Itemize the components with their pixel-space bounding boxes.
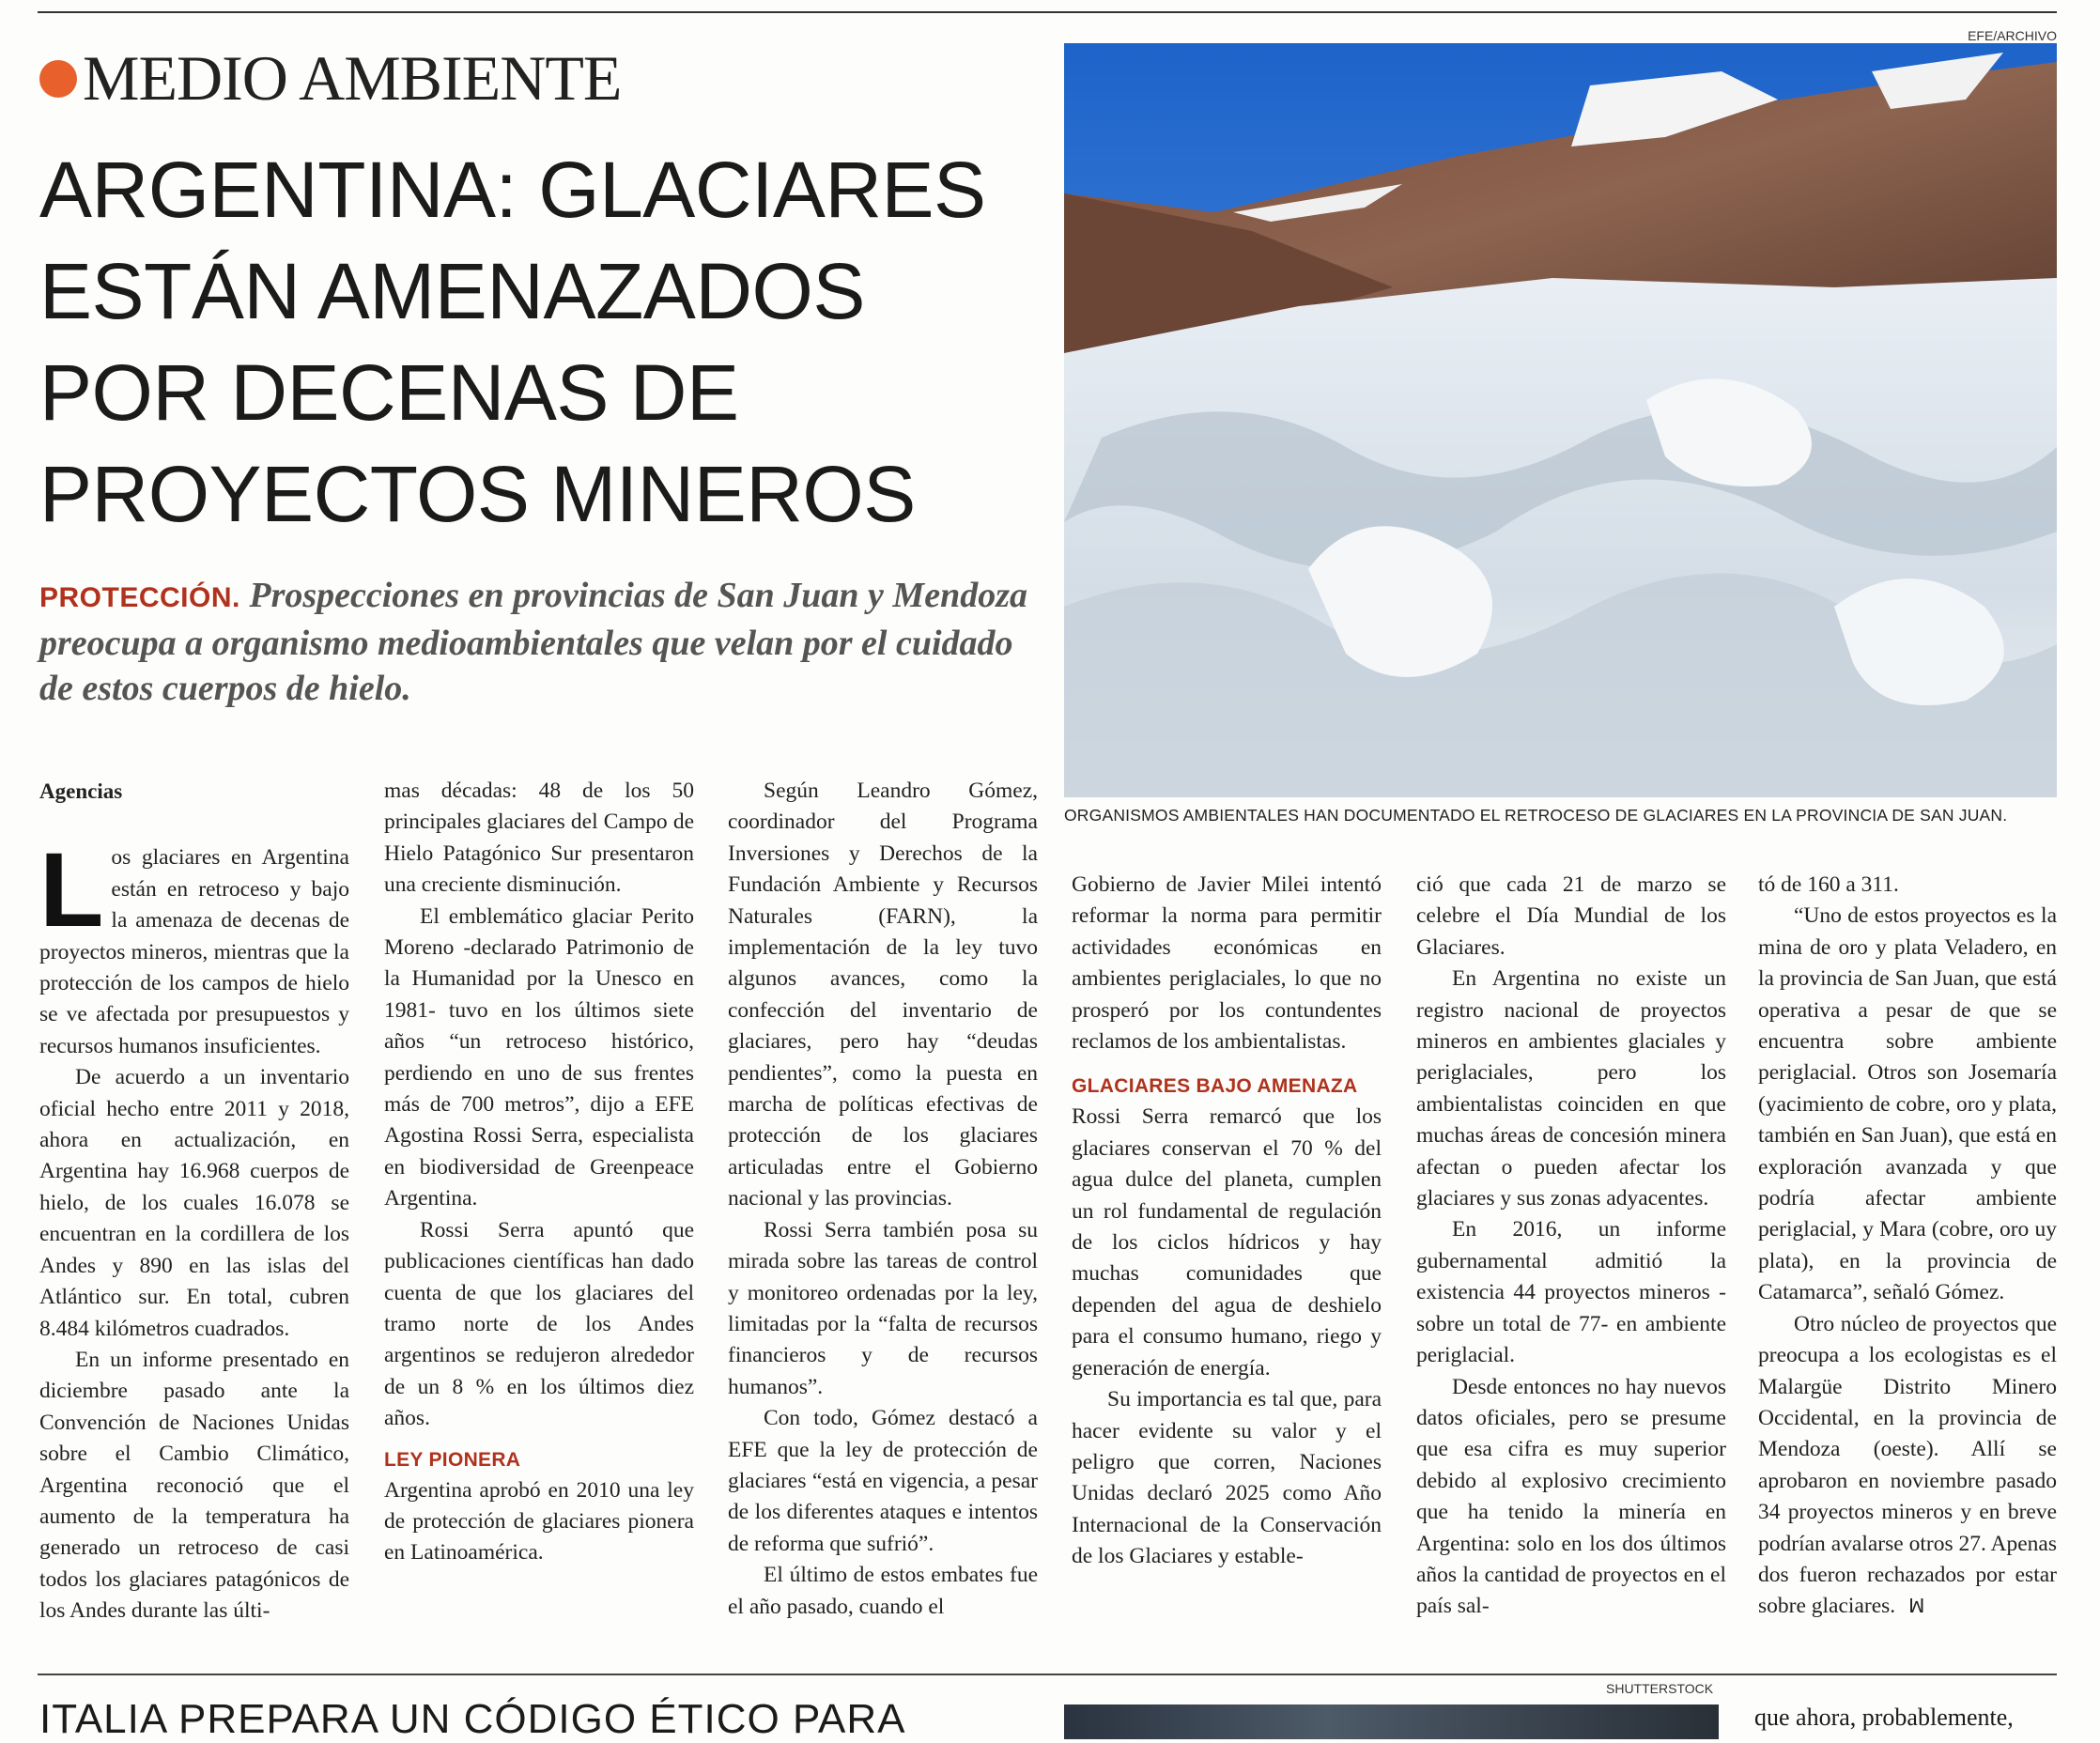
article-paragraph: El último de estos embates fue el año pasado, cuando el: [728, 1563, 1038, 1619]
photo-credit: EFE/ARCHIVO: [1968, 28, 2057, 43]
article-paragraph: Los glaciares en Argentina están en retroceso y bajo la amenaza de decenas de proyectos mineros, mientras que la protección de los campos de hielo se ve afectada por presupuestos y recursos humanos insuficientes.: [39, 831, 349, 1058]
article-column-6: [1758, 870, 2057, 1623]
article-paragraph: tó de 160 a 311.: [1758, 872, 1899, 897]
end-of-article-icon: ꟽ: [1908, 1595, 1925, 1618]
section-bullet-icon: [39, 60, 77, 98]
subheading-glaciares-bajo-amenaza: GLACIARES BAJO AMENAZA: [1072, 1075, 1358, 1098]
next-article-headline: ITALIA PREPARA UN CÓDIGO ÉTICO PARA: [39, 1696, 906, 1742]
article-paragraph: Con todo, Gómez destacó a EFE que la ley de protección de glaciares “está en vigencia, a pesar de los diferentes ataques e intentos de reforma que sufrió”.: [728, 1406, 1038, 1556]
article-column-2: [384, 776, 694, 1569]
section-label: MEDIO AMBIENTE: [83, 42, 622, 114]
section-header: [39, 41, 621, 116]
next-article-photo: [1064, 1704, 1719, 1739]
article-paragraph: Gobierno de Javier Milei intentó reformar la norma para permitir actividades económicas en ambientes periglaciales, lo que no prosperó por los contundentes reclamos de los ambientalistas.: [1072, 872, 1382, 1055]
article-column-4: [1072, 870, 1382, 1573]
byline: Agencias: [39, 779, 123, 803]
next-photo-credit: SHUTTERSTOCK: [1606, 1681, 1714, 1696]
headline-line: ARGENTINA: GLACIARES: [39, 146, 986, 234]
article-paragraph: En un informe presentado en diciembre pasado ante la Convención de Naciones Unidas sobre el Cambio Climático, Argentina reconoció que el aumento de la temperatura ha generado un retroceso de casi todos los glaciares patagónicos de los Andes durante las últi-: [39, 1347, 349, 1624]
article-paragraph: En 2016, un informe gubernamental admitió la existencia 44 proyectos mineros -sobre un total de 77- en ambiente periglacial.: [1416, 1217, 1726, 1368]
article-column-3: [728, 776, 1038, 1623]
article-paragraph: Según Leandro Gómez, coordinador del Programa Inversiones y Derechos de la Fundación Ambiente y Recursos Naturales (FARN), la implementación de la ley tuvo algunos avances, como la confección del inventario de glaciares, pero hay “deudas pendientes”, como la puesta en marcha de políticas efectivas de protección de los glaciares articuladas entre el Gobierno nacional y las provincias.: [728, 779, 1038, 1211]
headline-line: PROYECTOS MINEROS: [39, 450, 916, 538]
drop-cap: L: [39, 831, 104, 949]
article-column-1: [39, 776, 349, 1627]
article-paragraph: Rossi Serra apuntó que publicaciones científicas han dado cuenta de que los glaciares del tramo norte de los Andes argentinos se redujeron alrededor de un 8 % en los últimos diez años.: [384, 1217, 694, 1431]
article-paragraph: Otro núcleo de proyectos que preocupa a los ecologistas es el Malargüe Distrito Minero Occidental, en la provincia de Mendoza (oeste). Allí se aprobaron en noviembre pasado 34 proyectos mineros y en breve podrían avalarse otros 27. Apenas dos fueron rechazados por estar sobre glaciares. ꟽ: [1758, 1311, 2057, 1619]
subheading-ley-pionera: LEY PIONERA: [384, 1448, 521, 1471]
headline: [39, 139, 1035, 545]
article-paragraph: Rossi Serra también posa su mirada sobre las tareas de control y monitoreo ordenadas por la ley, limitadas por la “falta de recursos financieros y de recursos humanos”.: [728, 1217, 1038, 1399]
article-column-5: [1416, 870, 1726, 1623]
glacier-photo: [1064, 43, 2057, 797]
glacier-photo-image: [1064, 43, 2057, 797]
article-paragraph: “Uno de estos proyectos es la mina de oro y plata Veladero, en la provincia de San Juan, que está operativa a pesar de que se encuentra sobre ambiente periglacial. Otros son Josemaría (yacimiento de cobre, oro y plata, también en San Juan), que está en exploración avanzada y que podría afectar ambiente periglacial, y Mara (cobre, oro uy plata), en la provincia de Catamarca”, señaló Gómez.: [1758, 903, 2057, 1305]
deck-kicker: PROTECCIÓN.: [39, 582, 240, 613]
article-paragraph: ció que cada 21 de marzo se celebre el Día Mundial de los Glaciares.: [1416, 872, 1726, 960]
article-paragraph: En Argentina no existe un registro nacional de proyectos mineros en ambientes glaciales y periglaciales, pero los ambientalistas coinciden en que muchas áreas de concesión minera afectan o pueden afectar los glaciares y sus zonas adyacentes.: [1416, 966, 1726, 1211]
headline-line: POR DECENAS DE: [39, 348, 739, 437]
bottom-rule: [38, 1674, 2057, 1675]
deck: [39, 573, 1035, 711]
article-paragraph: De acuerdo a un inventario oficial hecho entre 2011 y 2018, ahora en actualización, en Argentina hay 16.968 cuerpos de hielo, de los cuales 16.078 se encuentran en la cordillera de los Andes y 890 en las islas del Atlántico sur. En total, cubren 8.484 kilómetros cuadrados.: [39, 1065, 349, 1341]
article-paragraph: Argentina aprobó en 2010 una ley de protección de glaciares pionera en Latinoamérica.: [384, 1477, 694, 1566]
article-paragraph: Desde entonces no hay nuevos datos oficiales, pero se presume que esa cifra es muy superior debido al explosivo crecimiento que ha tenido la minería en Argentina: solo en los dos últimos años la cantidad de proyectos en el país sal-: [1416, 1374, 1726, 1619]
article-paragraph: Rossi Serra remarcó que los glaciares conservan el 70 % del agua dulce del planeta, cumplen un rol fundamental de regulación de los ciclos hídricos y hay muchas comunidades que dependen del agua de deshielo para el consumo humano, riego y generación de energía.: [1072, 1104, 1382, 1381]
headline-line: ESTÁN AMENAZADOS: [39, 247, 865, 335]
next-article-text: que ahora, probablemente,: [1754, 1704, 2014, 1731]
top-rule: [38, 11, 2057, 13]
article-paragraph: El emblemático glaciar Perito Moreno -declarado Patrimonio de la Humanidad por la Unesco en 1981- tuvo en los últimos siete años “un retroceso histórico, perdiendo en uno de sus frentes más de 700 metros”, dijo a EFE Agostina Rossi Serra, especialista en biodiversidad de Greenpeace Argentina.: [384, 903, 694, 1211]
photo-caption: ORGANISMOS AMBIENTALES HAN DOCUMENTADO EL RETROCESO DE GLACIARES EN LA PROVINCIA DE SAN JUAN.: [1064, 806, 2008, 825]
deck-text: Prospecciones en provincias de San Juan y Mendoza preocupa a organismo medioambientales que velan por el cuidado de estos cuerpos de hielo.: [39, 576, 1027, 708]
article-paragraph: mas décadas: 48 de los 50 principales glaciares del Campo de Hielo Patagónico Sur presentaron una creciente disminución.: [384, 779, 694, 898]
article-paragraph: Su importancia es tal que, para hacer evidente su valor y el peligro que corren, Naciones Unidas declaró 2025 como Año Internacional de la Conservación de los Glaciares y estable-: [1072, 1387, 1382, 1569]
